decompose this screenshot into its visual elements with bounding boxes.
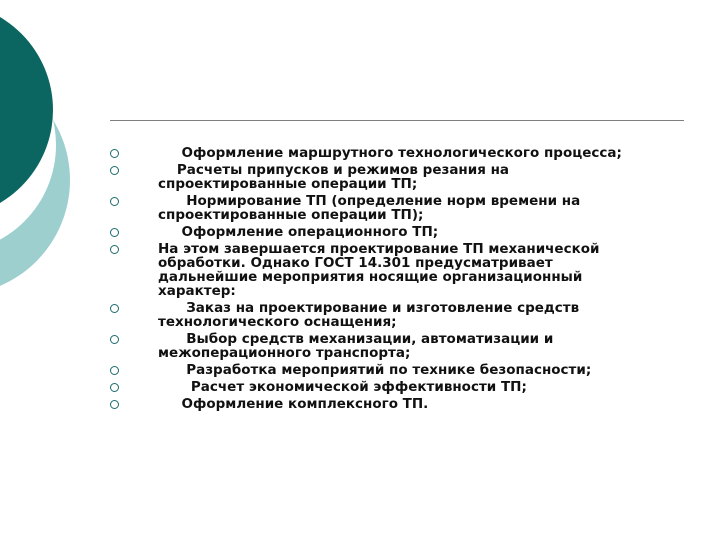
list-item [110,332,670,360]
hollow-circle-bullet-icon [110,400,119,409]
list-item-text [158,380,670,394]
list-item-text [158,332,670,360]
hollow-circle-bullet-icon [110,197,119,206]
list-item-line: Разработка мероприятий по технике безопасности; [158,362,592,378]
hollow-circle-bullet-icon [110,149,119,158]
bullet-list [110,146,670,413]
hollow-circle-bullet-icon [110,366,119,375]
hollow-circle-bullet-icon [110,335,119,344]
list-item [110,242,670,299]
list-item-line: Оформление маршрутного технологического процесса; [158,145,622,161]
list-item-text [158,225,670,239]
hollow-circle-bullet-icon [110,383,119,392]
hollow-circle-bullet-icon [110,166,119,175]
list-item-line: Заказ на проектирование и изготовление средств [158,300,580,316]
list-item-line: межоперационного транспорта; [158,345,411,362]
list-item [110,194,670,222]
list-item [110,225,670,239]
list-item [110,163,670,191]
hollow-circle-bullet-icon [110,304,119,313]
list-item [110,363,670,377]
list-item-line: спроектированные операции ТП; [158,176,418,192]
decorative-teal-circles [0,0,120,300]
list-item-line: Оформление комплексного ТП. [158,395,429,412]
list-item-line: характер: [158,283,236,300]
list-item-line: Оформление операционного ТП; [158,223,439,240]
hollow-circle-bullet-icon [110,228,119,237]
hollow-circle-bullet-icon [110,245,119,254]
list-item-text [158,242,670,299]
list-item-line: На этом завершается проектирование ТП механической [158,240,600,257]
list-item-text [158,194,670,222]
list-item-line: дальнейшие мероприятия носящие организационный [158,269,583,285]
list-item-text [158,163,670,191]
list-item-line: технологического оснащения; [158,314,397,331]
list-item-text [158,363,670,377]
horizontal-divider [110,120,684,121]
list-item-line: Нормирование ТП (определение норм времени на [158,192,581,209]
list-item [110,397,670,411]
list-item-text [158,146,670,160]
list-item-text [158,397,670,411]
list-item-line: Расчет экономической эффективности ТП; [158,378,527,395]
list-item-line: обработки. Однако ГОСТ 14.301 предусматривает [158,254,553,271]
list-item [110,146,670,160]
list-item [110,301,670,329]
list-item-line: Выбор средств механизации, автоматизации и [158,331,554,347]
list-item-text [158,301,670,329]
list-item-line: Расчеты припусков и режимов резания на [158,161,510,178]
list-item [110,380,670,394]
list-item-line: спроектированные операции ТП); [158,207,424,223]
